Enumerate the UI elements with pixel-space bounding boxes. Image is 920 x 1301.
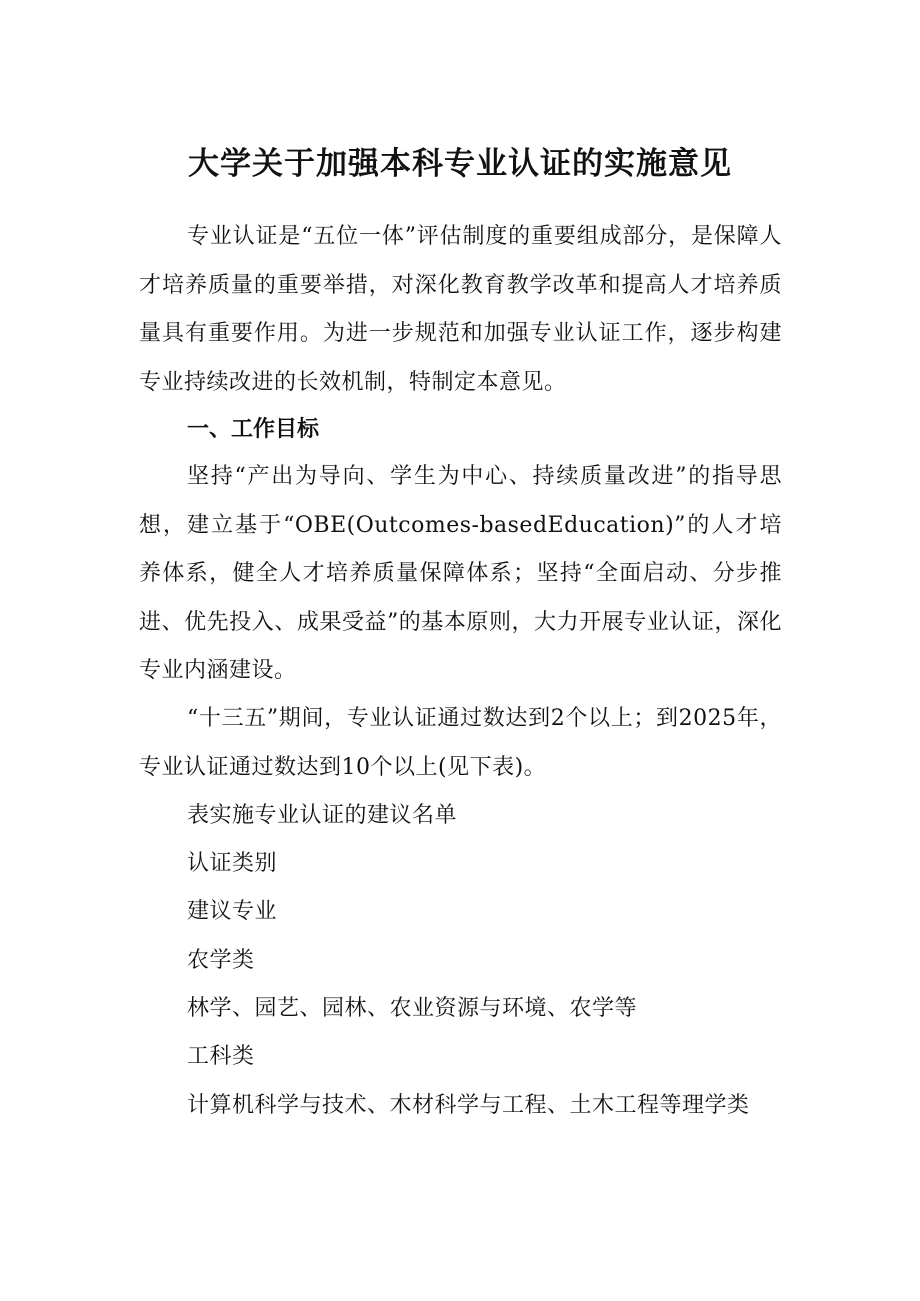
table-row-category: 农学类 [187, 948, 255, 973]
table-header-category: 认证类别 [187, 851, 278, 876]
intro-paragraph: 专业认证是“五位一体”评估制度的重要组成部分，是保障人才培养质量的重要举措，对深化教育教学改革和提高人才培养质量具有重要作用。为进一步规范和加强专业认证工作，逐步构建专业持续改进的长效机制，特制定本意见。 [139, 224, 782, 395]
goals-paragraph-principles: 坚持“产出为导向、学生为中心、持续质量改进”的指导思想，建立基于“OBE(Outcomes-basedEducation)”的人才培养体系，健全人才培养质量保障体系；坚持“全面启动、分步推进、优先投入、成果受益”的基本原则，大力开展专业认证，深化专业内涵建设。 [139, 464, 782, 683]
table-row-category: 工科类 [187, 1044, 255, 1069]
goals-paragraph-targets: “十三五”期间，专业认证通过数达到2个以上；到2025年，专业认证通过数达到10个以上(见下表)。 [139, 706, 782, 780]
table-row-majors: 计算机科学与技术、木材科学与工程、土木工程等理学类 [187, 1093, 750, 1118]
section-heading-goals: 一、工作目标 [187, 417, 320, 442]
table-caption: 表实施专业认证的建议名单 [187, 803, 458, 828]
table-header-majors: 建议专业 [187, 899, 278, 924]
table-row-majors: 林学、园艺、园林、农业资源与环境、农学等 [187, 996, 638, 1021]
document-title: 大学关于加强本科专业认证的实施意见 [188, 146, 732, 182]
